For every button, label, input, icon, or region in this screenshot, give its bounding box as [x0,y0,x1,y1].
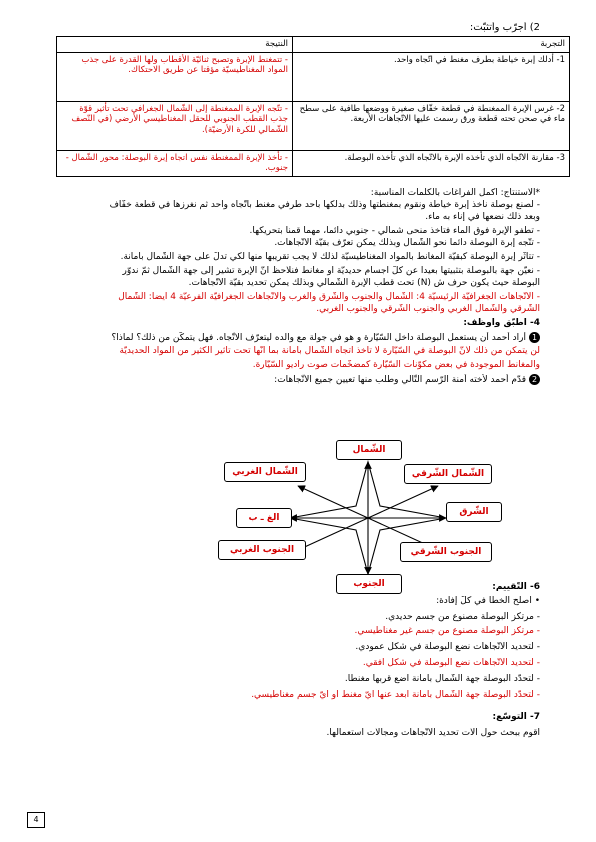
label-northeast: الشّمال الشّرقي [404,464,492,484]
evaluate-title: 6- التّقييم: [492,582,540,592]
answer-line: والمغانط الموجودة في بعض مكوّنات السّيّارة كمضخّمات صوت راديو السّيّارة. [252,360,540,370]
result-cell: - تأخذ الإبرة الممغنطة نفس اتجاه إبرة البوصلة: محور الشّمال - جنوب. [57,150,293,176]
col-result-header: النتيجة [57,37,293,53]
label-northwest: الشّمال الغربي [224,462,306,482]
conclusion-line: - تتّجه إبرة البوصلة دائما نحو الشّمال وبذلك يمكن تعرّف بقيّة الاتّجاهات. [274,238,540,248]
conclusion-line: - نعيّن جهة بالبوصلة بتثبيتها بعيدا عن كلّ أجسام حديديّة أو مغانط فنلاحظ أنّ الإبرة تشير إلى جهة الشّمال ثمّ ندوّر [122,266,540,276]
expand-text: أقوم ببحث حول آلات تحديد الاتّجاهات ومجالات استعمالها. [326,728,540,738]
label-south: الجنوب [336,574,402,594]
conclusion-line: الشّرقي والشّمال الغربي والجنوب الشّرقي والجنوب الغربي. [316,304,540,314]
label-west: الغ ـ ب [236,508,292,528]
label-southwest: الجنوب الغربي [218,540,306,560]
conclusion-line: - لصنع بوصلة نأخذ إبرة خياطة ونقوم بمغنطتها وذلك بدلكها بأحد طرفي مغنط باتّجاه واحد ثم نغرزها في قطعة خفّاف [109,200,540,210]
result-cell: - تتمغنط الإبرة وتصبح ثنائيّة الأقطاب ولها القدرة على جذب المواد المغناطيسيّة مؤقتا عن طريق الاحتكاك. [57,52,293,101]
evaluate-instruction: • أصلح الخطأ في كلّ إفادة: [436,596,540,606]
number-badge: 1 [529,332,540,343]
experiment-cell: 2- غرس الإبرة الممغنطة في قطعة خفّاف صغيرة ووضعها طافية على سطح ماء في صحن تحته قطعة ورق رسمت عليها الاتّجاهات الأربعة. [292,101,569,150]
conclusion-line: - تطفو الإبرة فوق الماء فتأخذ منحى شمالي - جنوبي دائما، مهما قمنا بتحريكها. [249,226,540,236]
col-experiment-header: التجربة [292,37,569,53]
statement-line: - لتحديد الاتّجاهات نضع البوصلة في شكل عمودي. [355,642,540,652]
label-north: الشّمال [336,440,402,460]
statement-line: - لتحدّد البوصلة جهة الشّمال بأمانة أضع قربها مغنطا. [344,674,540,684]
conclusion-line: *الاستنتاج: أكمل الفراغات بالكلمات المناسبة: [370,188,540,198]
expand-title: 7- التوسّع: [492,712,540,722]
answer-line: لن يتمكّن من ذلك لأنّ البوصلة في السّيّارة لا تأخذ اتجاه الشّمال بأمانة بما أنّها تحت تأثير الكثير من المواد الحديديّة [119,346,540,356]
conclusion-line: البوصلة حيث يكون حرف ش (N) تحت قطب الإبرة الشّمالي وبذلك يمكن تحديد بقيّة الاتّجاهات. [188,278,540,288]
label-southeast: الجنوب الشّرقي [400,542,492,562]
apply-title: 4- أطبّق وأوظّف: [463,318,540,328]
conclusion-line: - الاتّجاهات الجغرافيّة الرئيسيّة 4: الشّمال والجنوب والشّرق والغرب والاتّجاهات الجغرافيّة الفرعيّة 4 أيضا: الشّمال [118,292,540,302]
number-badge: 2 [529,374,540,385]
correction-line: - لتحديد الاتّجاهات نضع البوصلة في شكل أفقي. [362,658,540,668]
page-number: 4 [27,812,45,828]
question-2: 2قدّم أحمد لأخته أمنة الرّسم التّالي وطلب منها تعيين جميع الاتّجاهات: [60,374,540,386]
statement-line: - مرتكز البوصلة مصنوع من جسم حديدي. [385,612,540,622]
label-east: الشّرق [446,502,502,522]
section-title: 2) أجرّب وأتثبّت: [469,22,540,33]
experiment-cell: 3- مقارنة الاتّجاه الذي تأخذه الإبرة بالاتّجاه الذي تأخذه البوصلة. [292,150,569,176]
question-1: 1أراد أحمد أن يستعمل البوصلة داخل السّيّارة و هو في جولة مع والده ليتعرّف الاتّجاه. فهل يتمكّن من ذلك؟ لماذا؟ [60,332,540,344]
conclusion-line: - تتأثّر إبرة البوصلة كبقيّة المغانط بالمواد المغناطيسيّة لذلك لا يجب تقريبها منها لكي تدلّ على جهة الشّمال بأمانة. [120,252,540,262]
result-cell: - تتّجه الإبرة الممغنطة إلى الشّمال الجغرافي تحت تأثير قوّة جذب القطب الجنوبي للحقل المغناطيسي الأرضي (في النّصف الشّمالي للكرة الأرضيّة). [57,101,293,150]
conclusion-line: وبعد ذلك نضعها في إناء به ماء. [425,212,540,222]
correction-line: - لتحدّد البوصلة جهة الشّمال بأمانة أبعد عنها أيّ مغنط أو أيّ جسم مغناطيسي. [251,690,540,700]
experiment-cell: 1- أدلك إبرة خياطة بطرف مغنط في اتّجاه واحد. [292,52,569,101]
correction-line: - مرتكز البوصلة مصنوع من جسم غير مغناطيسي. [354,626,540,636]
